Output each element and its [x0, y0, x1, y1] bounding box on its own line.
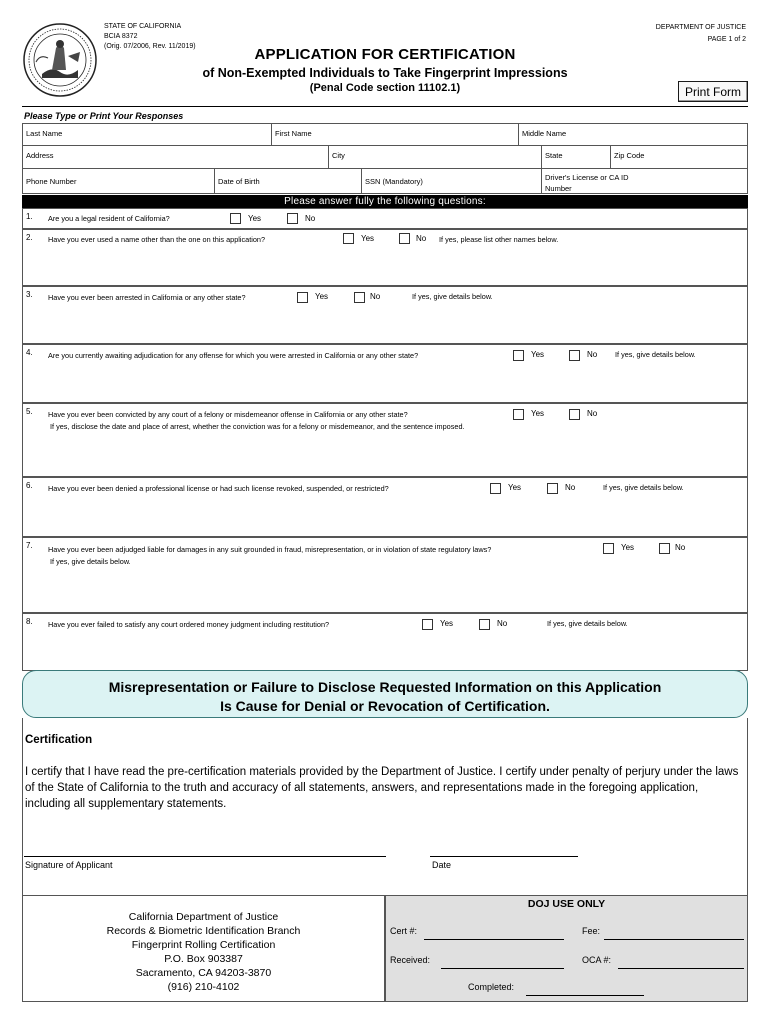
- date-label: Date: [432, 860, 452, 870]
- question-6-note: If yes, give details below.: [603, 483, 684, 492]
- question-4-number: 4.: [26, 348, 33, 357]
- header-department: DEPARTMENT OF JUSTICE: [655, 24, 746, 31]
- question-8-number: 8.: [26, 617, 33, 626]
- print-form-button[interactable]: Print Form: [678, 81, 748, 102]
- address-line-5: Sacramento, CA 94203-3870: [135, 967, 272, 979]
- question-5-note: If yes, disclose the date and place of arrest, whether the conviction was for a felony or misdemeanor, and the sentence imposed.: [50, 422, 465, 431]
- question-2-box: [22, 229, 748, 286]
- warning-banner: [22, 670, 748, 718]
- question-1-yes-checkbox[interactable]: [230, 213, 241, 224]
- form-subtitle: of Non-Exempted Individuals to Take Fingerprint Impressions: [202, 66, 568, 80]
- question-8-yes-label: Yes: [440, 619, 454, 628]
- question-4-yes-label: Yes: [531, 350, 545, 359]
- drivers-license-field[interactable]: [541, 168, 748, 194]
- first-name-field[interactable]: [271, 123, 519, 146]
- doj-use-only-title: DOJ USE ONLY: [527, 898, 606, 910]
- doj-oca-label: OCA #:: [582, 955, 612, 965]
- question-4-text: Are you currently awaiting adjudication for any offense for which you were arrested in California or any other state?: [48, 351, 419, 360]
- question-5-yes-label: Yes: [531, 409, 545, 418]
- certification-heading: Certification: [25, 734, 93, 746]
- question-3-yes-checkbox[interactable]: [297, 292, 308, 303]
- question-7-yes-checkbox[interactable]: [603, 543, 614, 554]
- question-6-text: Have you ever been denied a professional license or had such license revoked, suspended, or restricted?: [48, 484, 389, 493]
- question-5-no-label: No: [587, 409, 598, 418]
- doj-cert-label: Cert #:: [390, 926, 418, 936]
- address-line-1: California Department of Justice: [128, 911, 279, 923]
- doj-fee-label: Fee:: [582, 926, 601, 936]
- header-department-info: [656, 22, 746, 46]
- address-line-2: Records & Biometric Identification Branch: [106, 925, 301, 937]
- date-of-birth-field[interactable]: [214, 168, 362, 194]
- question-7-number: 7.: [26, 541, 33, 550]
- phone-number-field[interactable]: [22, 168, 215, 194]
- doj-completed-label: Completed:: [468, 982, 515, 992]
- signature-line[interactable]: [24, 856, 386, 857]
- question-7-note: If yes, give details below.: [50, 557, 131, 566]
- question-8-no-checkbox[interactable]: [479, 619, 490, 630]
- question-8-note: If yes, give details below.: [547, 619, 628, 628]
- middle-name-field[interactable]: [518, 123, 748, 146]
- question-6-yes-checkbox[interactable]: [490, 483, 501, 494]
- address-field[interactable]: [22, 145, 329, 169]
- address-line-6: (916) 210-4102: [167, 981, 240, 993]
- question-5-number: 5.: [26, 407, 33, 416]
- question-2-no-label: No: [416, 234, 427, 243]
- question-4-note: If yes, give details below.: [615, 350, 696, 359]
- question-2-no-checkbox[interactable]: [399, 233, 410, 244]
- state-label: State: [545, 151, 563, 160]
- ssn-label: SSN (Mandatory): [365, 177, 423, 186]
- question-8-yes-checkbox[interactable]: [422, 619, 433, 630]
- question-1-yes-label: Yes: [248, 214, 262, 223]
- question-8-text: Have you ever failed to satisfy any court ordered money judgment including restitution?: [48, 620, 330, 629]
- question-2-note: If yes, please list other names below.: [439, 235, 559, 244]
- zip-code-field[interactable]: [610, 145, 748, 169]
- question-6-no-label: No: [565, 483, 576, 492]
- address-label: Address: [26, 151, 54, 160]
- question-2-text: Have you ever used a name other than the one on this application?: [48, 235, 266, 244]
- doj-use-only-box: [385, 895, 748, 1002]
- question-6-number: 6.: [26, 481, 33, 490]
- question-4-no-checkbox[interactable]: [569, 350, 580, 361]
- warning-line-2: Is Cause for Denial or Revocation of Certification.: [220, 698, 550, 714]
- date-line[interactable]: [430, 856, 578, 857]
- doj-oca-line: [618, 968, 744, 969]
- question-3-number: 3.: [26, 290, 33, 299]
- drivers-license-label: Driver's License or CA ID Number: [545, 173, 629, 193]
- question-3-box: [22, 286, 748, 344]
- question-5-box: [22, 403, 748, 477]
- question-2-yes-checkbox[interactable]: [343, 233, 354, 244]
- last-name-label: Last Name: [26, 129, 63, 138]
- question-6-yes-label: Yes: [508, 483, 522, 492]
- question-5-text: Have you ever been convicted by any court of a felony or misdemeanor offense in California or any other state?: [48, 410, 408, 419]
- question-1-number: 1.: [26, 212, 33, 221]
- zip-code-label: Zip Code: [614, 151, 645, 160]
- first-name-label: First Name: [275, 129, 312, 138]
- warning-line-1: Misrepresentation or Failure to Disclose Requested Information on this Application: [108, 679, 662, 695]
- doj-received-label: Received:: [390, 955, 431, 965]
- question-6-box: [22, 477, 748, 537]
- question-1-text: Are you a legal resident of California?: [48, 214, 170, 223]
- mailing-address-box: [22, 895, 385, 1002]
- question-2-yes-label: Yes: [361, 234, 375, 243]
- last-name-field[interactable]: [22, 123, 272, 146]
- header-page: PAGE 1 of 2: [707, 36, 746, 43]
- questions-banner: Please answer fully the following questions:: [22, 195, 748, 208]
- certification-statement: I certify that I have read the pre-certification materials provided by the Department of Justice. I certify under penalty of perjury under the laws of the State of California to the truth and accuracy of all statements, answers, and representations made in the foregoing application, including all supplementary statements.: [25, 766, 739, 810]
- phone-number-label: Phone Number: [26, 177, 77, 186]
- question-8-no-label: No: [497, 619, 508, 628]
- question-3-text: Have you ever been arrested in California or any other state?: [48, 293, 246, 302]
- question-3-no-checkbox[interactable]: [354, 292, 365, 303]
- doj-fee-line: [604, 939, 744, 940]
- question-6-no-checkbox[interactable]: [547, 483, 558, 494]
- address-line-4: P.O. Box 903387: [164, 953, 243, 965]
- question-7-yes-label: Yes: [621, 543, 635, 552]
- question-3-yes-label: Yes: [315, 292, 329, 301]
- signature-label: Signature of Applicant: [25, 860, 113, 870]
- question-7-no-checkbox[interactable]: [659, 543, 670, 554]
- address-line-3: Fingerprint Rolling Certification: [131, 939, 276, 951]
- header-state: STATE OF CALIFORNIA: [104, 23, 182, 30]
- header-revision: (Orig. 07/2006, Rev. 11/2019): [104, 43, 196, 50]
- question-1-no-label: No: [305, 214, 316, 223]
- instructions-text: Please Type or Print Your Responses: [24, 111, 184, 121]
- middle-name-label: Middle Name: [522, 129, 567, 138]
- doj-completed-line: [526, 995, 644, 996]
- question-3-no-label: No: [370, 292, 381, 301]
- question-2-number: 2.: [26, 233, 33, 242]
- question-7-text: Have you ever been adjudged liable for damages in any suit grounded in fraud, misrepresentation, or in violation of state regulatory laws?: [48, 545, 492, 554]
- question-4-no-label: No: [587, 350, 598, 359]
- question-5-no-checkbox[interactable]: [569, 409, 580, 420]
- date-of-birth-label: Date of Birth: [218, 177, 260, 186]
- question-7-no-label: No: [675, 543, 686, 552]
- state-field[interactable]: [541, 145, 611, 169]
- form-title: APPLICATION FOR CERTIFICATION: [254, 46, 516, 63]
- form-penal-code: (Penal Code section 11102.1): [309, 82, 461, 94]
- ssn-field[interactable]: [361, 168, 542, 194]
- question-3-note: If yes, give details below.: [412, 292, 493, 301]
- question-7-box: [22, 537, 748, 613]
- city-field[interactable]: [328, 145, 542, 169]
- doj-received-line: [441, 968, 564, 969]
- header-divider: [22, 106, 748, 107]
- question-8-box: [22, 613, 748, 671]
- question-1-no-checkbox[interactable]: [287, 213, 298, 224]
- header-form-code: BCIA 8372: [104, 33, 138, 40]
- question-4-box: [22, 344, 748, 403]
- question-5-yes-checkbox[interactable]: [513, 409, 524, 420]
- question-1-box: [22, 208, 748, 229]
- doj-cert-line: [424, 939, 564, 940]
- question-4-yes-checkbox[interactable]: [513, 350, 524, 361]
- city-label: City: [332, 151, 345, 160]
